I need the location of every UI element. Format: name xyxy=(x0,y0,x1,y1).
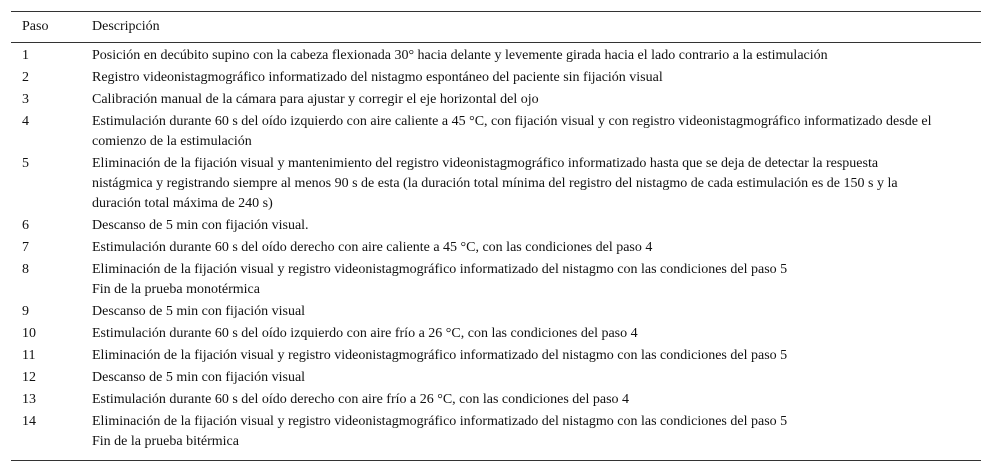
description-text: Descanso de 5 min con fijación visual. xyxy=(92,218,309,233)
step-number: 14 xyxy=(11,412,92,461)
description-text: Estimulación durante 60 s del oído izquierdo con aire caliente a 45 °C, con fijación visual y con registro videonistagmográfico informatizado desde el comienzo de la estimulación xyxy=(92,114,932,149)
table-body xyxy=(11,43,981,461)
step-number: 8 xyxy=(22,262,29,277)
description-note: Fin de la prueba bitérmica xyxy=(92,434,239,449)
step-number: 12 xyxy=(22,370,36,385)
step-number: 11 xyxy=(22,348,36,363)
step-number: 1 xyxy=(22,48,29,63)
step-number: 7 xyxy=(22,240,29,255)
description-text: Estimulación durante 60 s del oído izquierdo con aire frío a 26 °C, con las condiciones del paso 4 xyxy=(92,326,638,341)
step-description xyxy=(92,390,981,412)
header-row xyxy=(11,12,981,43)
description-text: Calibración manual de la cámara para ajustar y corregir el eje horizontal del ojo xyxy=(92,92,539,107)
table-row xyxy=(11,112,981,154)
protocol-table xyxy=(11,11,981,461)
step-number: 4 xyxy=(22,114,29,129)
table-row xyxy=(11,324,981,346)
description-text: Descanso de 5 min con fijación visual xyxy=(92,370,306,385)
table-row xyxy=(11,260,981,302)
table-row xyxy=(11,390,981,412)
step-description xyxy=(92,346,981,368)
step-number: 13 xyxy=(22,392,36,407)
table-row xyxy=(11,68,981,90)
table-row xyxy=(11,346,981,368)
table-row xyxy=(11,238,981,260)
table-row xyxy=(11,368,981,390)
description-text: Estimulación durante 60 s del oído derecho con aire frío a 26 °C, con las condiciones del paso 4 xyxy=(92,392,630,407)
description-text: Eliminación de la fijación visual y registro videonistagmográfico informatizado del nistagmo con las condiciones del paso 5 xyxy=(92,414,788,429)
description-text: Eliminación de la fijación visual y registro videonistagmográfico informatizado del nistagmo con las condiciones del paso 5 xyxy=(92,348,788,363)
table-row xyxy=(11,216,981,238)
step-description xyxy=(92,216,981,238)
table-row xyxy=(11,43,981,69)
step-description xyxy=(92,90,981,112)
header-description: Descripción xyxy=(92,12,981,43)
step-description xyxy=(92,324,981,346)
step-number: 2 xyxy=(22,70,29,85)
table-row xyxy=(11,154,981,216)
header-step: Paso xyxy=(11,12,92,43)
step-description xyxy=(92,43,981,69)
step-description xyxy=(92,68,981,90)
step-description xyxy=(92,154,981,216)
step-description xyxy=(92,238,981,260)
step-description xyxy=(92,412,981,461)
step-number: 5 xyxy=(22,156,29,171)
description-note: Fin de la prueba monotérmica xyxy=(92,282,260,297)
table-row xyxy=(11,412,981,461)
description-text: Registro videonistagmográfico informatizado del nistagmo espontáneo del paciente sin fijación visual xyxy=(92,70,663,85)
step-description xyxy=(92,260,981,302)
step-number: 6 xyxy=(22,218,29,233)
step-description xyxy=(92,302,981,324)
description-text: Eliminación de la fijación visual y registro videonistagmográfico informatizado del nistagmo con las condiciones del paso 5 xyxy=(92,262,788,277)
description-text: Descanso de 5 min con fijación visual xyxy=(92,304,306,319)
description-text: Eliminación de la fijación visual y mantenimiento del registro videonistagmográfico informatizado hasta que se deja de detectar la respuesta nistágmica y registrando siempre al menos 90 s de esta (la duración total mínima del registro del nistagmo de cada estimulación es de 150 s y la duración total máxima de 240 s) xyxy=(92,156,898,211)
description-text: Estimulación durante 60 s del oído derecho con aire caliente a 45 °C, con las condiciones del paso 4 xyxy=(92,240,653,255)
step-description xyxy=(92,368,981,390)
step-number: 10 xyxy=(22,326,36,341)
table-row xyxy=(11,302,981,324)
table-row xyxy=(11,90,981,112)
step-number: 9 xyxy=(22,304,29,319)
description-text: Posición en decúbito supino con la cabeza flexionada 30° hacia delante y levemente girada hacia el lado contrario a la estimulación xyxy=(92,48,828,63)
table-header xyxy=(11,12,981,43)
step-number: 3 xyxy=(22,92,29,107)
step-description xyxy=(92,112,981,154)
